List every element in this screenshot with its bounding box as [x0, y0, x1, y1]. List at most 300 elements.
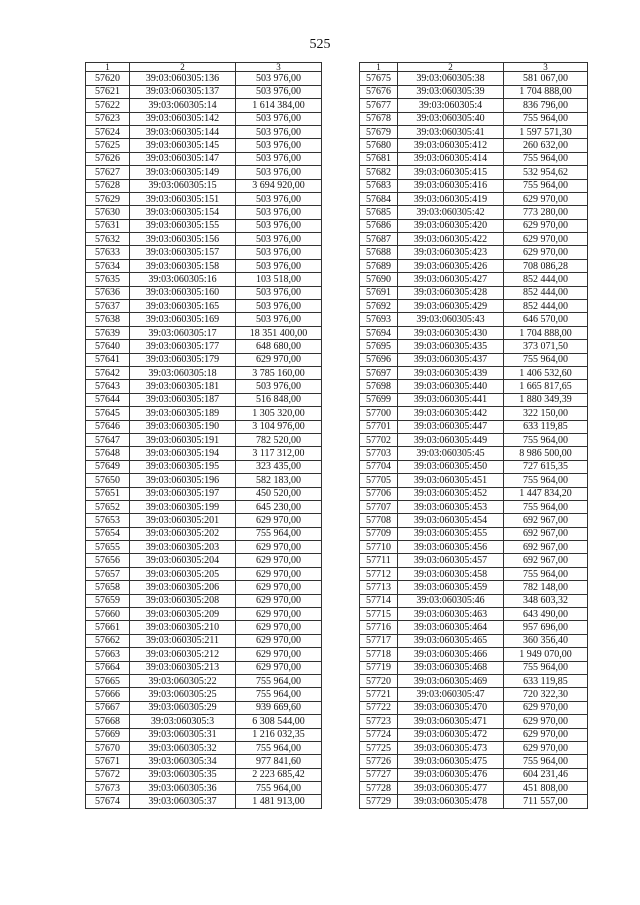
cadastral-number-cell: 39:03:060305:464 — [398, 621, 504, 634]
row-number-cell: 57711 — [360, 554, 398, 567]
cadastral-value-cell: 1 481 913,00 — [236, 795, 322, 808]
table-row — [360, 99, 588, 112]
cadastral-value-cell: 629 970,00 — [504, 192, 588, 205]
cadastral-number-cell: 39:03:060305:415 — [398, 166, 504, 179]
cadastral-number-cell: 39:03:060305:45 — [398, 447, 504, 460]
cadastral-number-cell: 39:03:060305:454 — [398, 514, 504, 527]
table-row — [86, 567, 322, 580]
cadastral-value-cell: 503 976,00 — [236, 72, 322, 85]
table-row — [86, 447, 322, 460]
left-cadastral-table — [85, 62, 322, 809]
table-row — [360, 420, 588, 433]
row-number-cell: 57685 — [360, 206, 398, 219]
cadastral-value-cell: 3 694 920,00 — [236, 179, 322, 192]
row-number-cell: 57715 — [360, 608, 398, 621]
row-number-cell: 57708 — [360, 514, 398, 527]
cadastral-number-cell: 39:03:060305:14 — [130, 99, 236, 112]
row-number-cell: 57728 — [360, 782, 398, 795]
table-row — [360, 541, 588, 554]
table-row — [360, 782, 588, 795]
cadastral-number-cell: 39:03:060305:429 — [398, 300, 504, 313]
row-number-cell: 57634 — [86, 259, 130, 272]
row-number-cell: 57680 — [360, 139, 398, 152]
cadastral-number-cell: 39:03:060305:211 — [130, 634, 236, 647]
row-number-cell: 57653 — [86, 514, 130, 527]
row-number-cell: 57630 — [86, 206, 130, 219]
row-number-cell: 57676 — [360, 85, 398, 98]
cadastral-value-cell: 503 976,00 — [236, 192, 322, 205]
row-number-cell: 57645 — [86, 407, 130, 420]
row-number-cell: 57678 — [360, 112, 398, 125]
cadastral-number-cell: 39:03:060305:201 — [130, 514, 236, 527]
cadastral-value-cell: 503 976,00 — [236, 152, 322, 165]
cadastral-value-cell: 629 970,00 — [504, 741, 588, 754]
row-number-cell: 57722 — [360, 701, 398, 714]
cadastral-number-cell: 39:03:060305:4 — [398, 99, 504, 112]
table-row — [86, 581, 322, 594]
row-number-cell: 57627 — [86, 166, 130, 179]
table-row — [86, 674, 322, 687]
table-row — [86, 259, 322, 272]
cadastral-value-cell: 648 680,00 — [236, 340, 322, 353]
cadastral-value-cell: 755 964,00 — [504, 179, 588, 192]
table-row — [86, 407, 322, 420]
cadastral-value-cell: 516 848,00 — [236, 393, 322, 406]
cadastral-value-cell: 503 976,00 — [236, 380, 322, 393]
cadastral-number-cell: 39:03:060305:15 — [130, 179, 236, 192]
row-number-cell: 57693 — [360, 313, 398, 326]
cadastral-value-cell: 373 071,50 — [504, 340, 588, 353]
cadastral-number-cell: 39:03:060305:455 — [398, 527, 504, 540]
cadastral-value-cell: 782 520,00 — [236, 433, 322, 446]
row-number-cell: 57688 — [360, 246, 398, 259]
table-row — [360, 206, 588, 219]
cadastral-number-cell: 39:03:060305:189 — [130, 407, 236, 420]
table-row — [360, 286, 588, 299]
cadastral-value-cell: 503 976,00 — [236, 112, 322, 125]
row-number-cell: 57646 — [86, 420, 130, 433]
row-number-cell: 57673 — [86, 782, 130, 795]
cadastral-number-cell: 39:03:060305:187 — [130, 393, 236, 406]
cadastral-value-cell: 645 230,00 — [236, 500, 322, 513]
row-number-cell: 57727 — [360, 768, 398, 781]
cadastral-number-cell: 39:03:060305:25 — [130, 688, 236, 701]
row-number-cell: 57658 — [86, 581, 130, 594]
table-row — [360, 701, 588, 714]
cadastral-number-cell: 39:03:060305:34 — [130, 755, 236, 768]
table-row — [360, 407, 588, 420]
cadastral-value-cell: 1 614 384,00 — [236, 99, 322, 112]
cadastral-number-cell: 39:03:060305:452 — [398, 487, 504, 500]
cadastral-number-cell: 39:03:060305:46 — [398, 594, 504, 607]
cadastral-value-cell: 755 964,00 — [504, 567, 588, 580]
cadastral-value-cell: 711 557,00 — [504, 795, 588, 808]
table-row — [86, 701, 322, 714]
row-number-cell: 57686 — [360, 219, 398, 232]
cadastral-number-cell: 39:03:060305:430 — [398, 326, 504, 339]
cadastral-value-cell: 629 970,00 — [236, 621, 322, 634]
page-number: 525 — [309, 37, 331, 52]
row-number-cell: 57663 — [86, 648, 130, 661]
cadastral-value-cell: 503 976,00 — [236, 206, 322, 219]
cadastral-number-cell: 39:03:060305:468 — [398, 661, 504, 674]
cadastral-value-cell: 503 976,00 — [236, 246, 322, 259]
table-row — [360, 166, 588, 179]
table-row — [360, 554, 588, 567]
cadastral-value-cell: 708 086,28 — [504, 259, 588, 272]
cadastral-number-cell: 39:03:060305:165 — [130, 300, 236, 313]
row-number-cell: 57650 — [86, 474, 130, 487]
table-row — [86, 366, 322, 379]
cadastral-value-cell: 755 964,00 — [504, 500, 588, 513]
row-number-cell: 57691 — [360, 286, 398, 299]
cadastral-value-cell: 503 976,00 — [236, 313, 322, 326]
row-number-cell: 57677 — [360, 99, 398, 112]
table-row — [86, 72, 322, 85]
cadastral-value-cell: 852 444,00 — [504, 273, 588, 286]
cadastral-value-cell: 360 356,40 — [504, 634, 588, 647]
table-row — [86, 125, 322, 138]
table-row — [360, 259, 588, 272]
row-number-cell: 57695 — [360, 340, 398, 353]
cadastral-number-cell: 39:03:060305:465 — [398, 634, 504, 647]
cadastral-number-cell: 39:03:060305:451 — [398, 474, 504, 487]
row-number-cell: 57672 — [86, 768, 130, 781]
table-row — [86, 85, 322, 98]
cadastral-number-cell: 39:03:060305:155 — [130, 219, 236, 232]
cadastral-number-cell: 39:03:060305:42 — [398, 206, 504, 219]
table-row — [360, 380, 588, 393]
cadastral-number-cell: 39:03:060305:471 — [398, 715, 504, 728]
row-number-cell: 57651 — [86, 487, 130, 500]
cadastral-number-cell: 39:03:060305:476 — [398, 768, 504, 781]
row-number-cell: 57664 — [86, 661, 130, 674]
cadastral-value-cell: 3 785 160,00 — [236, 366, 322, 379]
cadastral-number-cell: 39:03:060305:16 — [130, 273, 236, 286]
cadastral-value-cell: 629 970,00 — [236, 581, 322, 594]
row-number-cell: 57637 — [86, 300, 130, 313]
cadastral-value-cell: 503 976,00 — [236, 139, 322, 152]
table-row — [360, 674, 588, 687]
cadastral-value-cell: 836 796,00 — [504, 99, 588, 112]
row-number-cell: 57721 — [360, 688, 398, 701]
cadastral-value-cell: 1 665 817,65 — [504, 380, 588, 393]
row-number-cell: 57659 — [86, 594, 130, 607]
cadastral-number-cell: 39:03:060305:449 — [398, 433, 504, 446]
cadastral-number-cell: 39:03:060305:136 — [130, 72, 236, 85]
row-number-cell: 57702 — [360, 433, 398, 446]
table-row — [86, 326, 322, 339]
row-number-cell: 57629 — [86, 192, 130, 205]
row-number-cell: 57671 — [86, 755, 130, 768]
table-row — [86, 527, 322, 540]
table-row — [86, 795, 322, 808]
row-number-cell: 57636 — [86, 286, 130, 299]
cadastral-value-cell: 450 520,00 — [236, 487, 322, 500]
cadastral-value-cell: 503 976,00 — [236, 219, 322, 232]
cadastral-number-cell: 39:03:060305:43 — [398, 313, 504, 326]
cadastral-number-cell: 39:03:060305:477 — [398, 782, 504, 795]
cadastral-number-cell: 39:03:060305:36 — [130, 782, 236, 795]
table-row — [360, 500, 588, 513]
row-number-cell: 57667 — [86, 701, 130, 714]
cadastral-number-cell: 39:03:060305:181 — [130, 380, 236, 393]
cadastral-number-cell: 39:03:060305:190 — [130, 420, 236, 433]
cadastral-number-cell: 39:03:060305:423 — [398, 246, 504, 259]
cadastral-number-cell: 39:03:060305:32 — [130, 741, 236, 754]
cadastral-value-cell: 503 976,00 — [236, 125, 322, 138]
column-header-cadastral-number: 2 — [398, 63, 504, 72]
row-number-cell: 57649 — [86, 460, 130, 473]
table-row — [360, 741, 588, 754]
cadastral-number-cell: 39:03:060305:426 — [398, 259, 504, 272]
table-row — [86, 755, 322, 768]
cadastral-value-cell: 755 964,00 — [504, 152, 588, 165]
cadastral-number-cell: 39:03:060305:144 — [130, 125, 236, 138]
row-number-cell: 57723 — [360, 715, 398, 728]
cadastral-number-cell: 39:03:060305:39 — [398, 85, 504, 98]
row-number-cell: 57706 — [360, 487, 398, 500]
cadastral-number-cell: 39:03:060305:422 — [398, 233, 504, 246]
cadastral-number-cell: 39:03:060305:31 — [130, 728, 236, 741]
row-number-cell: 57704 — [360, 460, 398, 473]
table-row — [360, 795, 588, 808]
row-number-cell: 57668 — [86, 715, 130, 728]
table-row — [360, 85, 588, 98]
cadastral-value-cell: 8 986 500,00 — [504, 447, 588, 460]
row-number-cell: 57657 — [86, 567, 130, 580]
row-number-cell: 57724 — [360, 728, 398, 741]
table-row — [360, 661, 588, 674]
cadastral-number-cell: 39:03:060305:41 — [398, 125, 504, 138]
cadastral-number-cell: 39:03:060305:157 — [130, 246, 236, 259]
table-row — [86, 715, 322, 728]
table-row — [360, 487, 588, 500]
cadastral-number-cell: 39:03:060305:158 — [130, 259, 236, 272]
table-row — [360, 326, 588, 339]
row-number-cell: 57665 — [86, 674, 130, 687]
row-number-cell: 57662 — [86, 634, 130, 647]
table-row — [86, 380, 322, 393]
cadastral-number-cell: 39:03:060305:195 — [130, 460, 236, 473]
cadastral-number-cell: 39:03:060305:149 — [130, 166, 236, 179]
cadastral-value-cell: 755 964,00 — [236, 688, 322, 701]
cadastral-number-cell: 39:03:060305:204 — [130, 554, 236, 567]
cadastral-number-cell: 39:03:060305:22 — [130, 674, 236, 687]
cadastral-value-cell: 1 305 320,00 — [236, 407, 322, 420]
cadastral-number-cell: 39:03:060305:447 — [398, 420, 504, 433]
table-row — [86, 554, 322, 567]
table-row — [86, 741, 322, 754]
row-number-cell: 57661 — [86, 621, 130, 634]
cadastral-value-cell: 629 970,00 — [236, 567, 322, 580]
cadastral-value-cell: 755 964,00 — [504, 474, 588, 487]
row-number-cell: 57709 — [360, 527, 398, 540]
row-number-cell: 57692 — [360, 300, 398, 313]
table-row — [86, 514, 322, 527]
cadastral-number-cell: 39:03:060305:456 — [398, 541, 504, 554]
cadastral-number-cell: 39:03:060305:458 — [398, 567, 504, 580]
cadastral-value-cell: 643 490,00 — [504, 608, 588, 621]
row-number-cell: 57628 — [86, 179, 130, 192]
cadastral-number-cell: 39:03:060305:47 — [398, 688, 504, 701]
cadastral-number-cell: 39:03:060305:203 — [130, 541, 236, 554]
table-row — [86, 688, 322, 701]
row-number-cell: 57631 — [86, 219, 130, 232]
row-number-cell: 57652 — [86, 500, 130, 513]
cadastral-value-cell: 692 967,00 — [504, 541, 588, 554]
table-row — [360, 460, 588, 473]
row-number-cell: 57639 — [86, 326, 130, 339]
cadastral-number-cell: 39:03:060305:179 — [130, 353, 236, 366]
cadastral-number-cell: 39:03:060305:169 — [130, 313, 236, 326]
cadastral-number-cell: 39:03:060305:35 — [130, 768, 236, 781]
cadastral-value-cell: 629 970,00 — [236, 514, 322, 527]
table-row — [86, 99, 322, 112]
row-number-cell: 57713 — [360, 581, 398, 594]
cadastral-number-cell: 39:03:060305:3 — [130, 715, 236, 728]
cadastral-value-cell: 692 967,00 — [504, 514, 588, 527]
table-row — [86, 474, 322, 487]
table-row — [360, 300, 588, 313]
column-header-value: 3 — [236, 63, 322, 72]
cadastral-number-cell: 39:03:060305:147 — [130, 152, 236, 165]
cadastral-number-cell: 39:03:060305:453 — [398, 500, 504, 513]
table-row — [86, 661, 322, 674]
cadastral-value-cell: 260 632,00 — [504, 139, 588, 152]
table-row — [360, 728, 588, 741]
cadastral-number-cell: 39:03:060305:419 — [398, 192, 504, 205]
cadastral-number-cell: 39:03:060305:457 — [398, 554, 504, 567]
table-row — [86, 608, 322, 621]
cadastral-value-cell: 957 696,00 — [504, 621, 588, 634]
row-number-cell: 57717 — [360, 634, 398, 647]
cadastral-value-cell: 755 964,00 — [504, 755, 588, 768]
table-row — [360, 273, 588, 286]
cadastral-value-cell: 3 117 312,00 — [236, 447, 322, 460]
cadastral-number-cell: 39:03:060305:210 — [130, 621, 236, 634]
cadastral-value-cell: 629 970,00 — [236, 648, 322, 661]
cadastral-number-cell: 39:03:060305:137 — [130, 85, 236, 98]
cadastral-value-cell: 755 964,00 — [236, 741, 322, 754]
table-row — [360, 353, 588, 366]
cadastral-number-cell: 39:03:060305:439 — [398, 366, 504, 379]
cadastral-value-cell: 582 183,00 — [236, 474, 322, 487]
table-row — [86, 112, 322, 125]
cadastral-value-cell: 629 970,00 — [504, 233, 588, 246]
row-number-cell: 57643 — [86, 380, 130, 393]
row-number-cell: 57714 — [360, 594, 398, 607]
row-number-cell: 57640 — [86, 340, 130, 353]
cadastral-number-cell: 39:03:060305:160 — [130, 286, 236, 299]
row-number-cell: 57718 — [360, 648, 398, 661]
cadastral-value-cell: 103 518,00 — [236, 273, 322, 286]
cadastral-value-cell: 604 231,46 — [504, 768, 588, 781]
row-number-cell: 57625 — [86, 139, 130, 152]
row-number-cell: 57700 — [360, 407, 398, 420]
cadastral-number-cell: 39:03:060305:466 — [398, 648, 504, 661]
cadastral-value-cell: 1 704 888,00 — [504, 326, 588, 339]
cadastral-value-cell: 503 976,00 — [236, 300, 322, 313]
cadastral-value-cell: 755 964,00 — [504, 353, 588, 366]
cadastral-value-cell: 503 976,00 — [236, 286, 322, 299]
cadastral-value-cell: 1 447 834,20 — [504, 487, 588, 500]
table-row — [360, 634, 588, 647]
cadastral-number-cell: 39:03:060305:414 — [398, 152, 504, 165]
cadastral-value-cell: 633 119,85 — [504, 420, 588, 433]
cadastral-value-cell: 503 976,00 — [236, 233, 322, 246]
cadastral-number-cell: 39:03:060305:29 — [130, 701, 236, 714]
table-row — [86, 541, 322, 554]
cadastral-number-cell: 39:03:060305:196 — [130, 474, 236, 487]
row-number-cell: 57689 — [360, 259, 398, 272]
cadastral-value-cell: 646 570,00 — [504, 313, 588, 326]
cadastral-number-cell: 39:03:060305:450 — [398, 460, 504, 473]
row-number-cell: 57679 — [360, 125, 398, 138]
table-row — [360, 112, 588, 125]
cadastral-number-cell: 39:03:060305:154 — [130, 206, 236, 219]
table-row — [360, 366, 588, 379]
row-number-cell: 57703 — [360, 447, 398, 460]
table-row — [360, 72, 588, 85]
cadastral-number-cell: 39:03:060305:208 — [130, 594, 236, 607]
table-row — [86, 648, 322, 661]
cadastral-value-cell: 1 880 349,39 — [504, 393, 588, 406]
row-number-cell: 57726 — [360, 755, 398, 768]
row-number-cell: 57675 — [360, 72, 398, 85]
cadastral-value-cell: 629 970,00 — [504, 728, 588, 741]
cadastral-value-cell: 532 954,62 — [504, 166, 588, 179]
table-row — [360, 715, 588, 728]
table-row — [360, 192, 588, 205]
cadastral-number-cell: 39:03:060305:197 — [130, 487, 236, 500]
cadastral-number-cell: 39:03:060305:202 — [130, 527, 236, 540]
table-row — [360, 393, 588, 406]
cadastral-value-cell: 852 444,00 — [504, 300, 588, 313]
cadastral-number-cell: 39:03:060305:437 — [398, 353, 504, 366]
row-number-cell: 57660 — [86, 608, 130, 621]
cadastral-value-cell: 1 216 032,35 — [236, 728, 322, 741]
cadastral-number-cell: 39:03:060305:470 — [398, 701, 504, 714]
cadastral-number-cell: 39:03:060305:427 — [398, 273, 504, 286]
table-row — [86, 206, 322, 219]
row-number-cell: 57705 — [360, 474, 398, 487]
row-number-cell: 57687 — [360, 233, 398, 246]
row-number-cell: 57720 — [360, 674, 398, 687]
row-number-cell: 57626 — [86, 152, 130, 165]
table-row — [86, 353, 322, 366]
row-number-cell: 57624 — [86, 125, 130, 138]
cadastral-number-cell: 39:03:060305:478 — [398, 795, 504, 808]
table-header-row — [86, 63, 322, 72]
row-number-cell: 57729 — [360, 795, 398, 808]
cadastral-value-cell: 755 964,00 — [236, 527, 322, 540]
table-row — [86, 420, 322, 433]
table-row — [86, 139, 322, 152]
cadastral-value-cell: 322 150,00 — [504, 407, 588, 420]
cadastral-value-cell: 629 970,00 — [236, 594, 322, 607]
cadastral-value-cell: 629 970,00 — [236, 634, 322, 647]
cadastral-value-cell: 1 597 571,30 — [504, 125, 588, 138]
cadastral-number-cell: 39:03:060305:145 — [130, 139, 236, 152]
cadastral-value-cell: 629 970,00 — [236, 353, 322, 366]
cadastral-value-cell: 773 280,00 — [504, 206, 588, 219]
table-row — [360, 340, 588, 353]
table-row — [86, 728, 322, 741]
cadastral-number-cell: 39:03:060305:469 — [398, 674, 504, 687]
cadastral-number-cell: 39:03:060305:40 — [398, 112, 504, 125]
row-number-cell: 57696 — [360, 353, 398, 366]
